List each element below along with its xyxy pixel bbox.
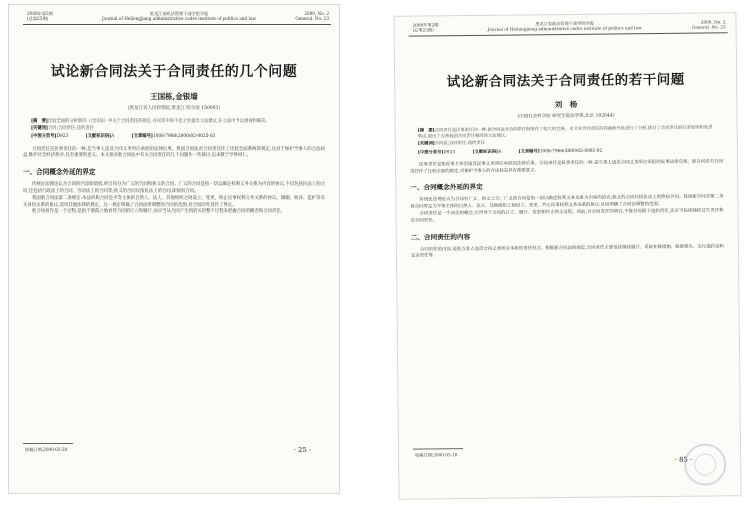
header-issue: 2000年第2期 (总第23期) [27,11,53,21]
keywords-label: [关键词] [417,141,435,147]
article-meta [31,134,317,140]
id-label: [文章编号] [131,134,153,140]
article-title: 试论新合同法关于合同责任的若干问题 [446,71,685,91]
page-number: · 85 · [674,455,693,464]
class-label: [中图分类号] [31,134,57,140]
page-header [9,5,339,27]
footnote-rule [23,443,73,444]
footnote-rule [413,448,463,450]
keywords-text: 合同法;合同责任;违约责任 [434,141,485,147]
page-number: · 25 · [293,446,311,454]
abstract-label: [摘 要] [31,119,48,124]
body-paragraph: 把合同看作是一个过程,是指不要孤立地看待合同的订立和履行,而应当从合同产生到消灭的整个过程来把握合同的概念和合同责任。 [32,209,286,215]
section-heading: 一、合同概念外延的界定 [23,168,96,177]
article-title: 试论新合同法关于合同责任的几个问题 [50,64,298,80]
watermark-seal [684,443,726,485]
abstract-text: 比较全面的分析新的《合同法》中关于合同责任的规定,并对其中的不足之处提出立法建议,在立法中予以重视和解决。 [47,119,270,124]
doc-value: A [498,149,502,155]
article-abstract [31,119,317,132]
id-value: 1008-7966(2000)02-0085-02 [539,148,603,154]
article-affiliation: (中国社会科学院 研究生院法学系,北京 102044) [517,113,615,120]
abstract-text: 合同责任是民事责任的一种,新合同法对合同责任制度作了较大的完善。本文对合同责任的内涵和外延进行了分析,探讨了合同责任的归责原则和免责事由,提出了完善我国合同责任制度的立法建议。 [417,125,713,140]
article-affiliation: (黑龙江省人民检察院,黑龙江 哈尔滨 150001) [127,106,221,111]
class-value: D923 [56,134,69,140]
body-paragraph: 民事责任是指民事主体因违反民事义务所应承担的法律后果。合同责任是民事责任的一种,是当事人违反合同义务所应承担的民事法律后果。新合同法对合同责任作了比较全面的规定,对保护当事人的合法权益具有重要意义。 [410,159,724,175]
class-value: D923 [443,149,456,155]
body-paragraph: 传统民法理论认为合同有广义、狭义之分。广义的合同是指一切以确定权利义务关系为内容的协议;狭义的合同仅指民法上的债权合同。我国新合同法第二条将合同界定为平等主体的自然人、法人、其他组织之间设立、变更、终止民事权利义务关系的协议,从而明确了合同法调整的范围。 [410,194,724,210]
header-journal: 黑龙江省政法管理干部学院学报 Journal of Heilongjiang administrative cadre institute of politics and law [102,11,256,21]
body-paragraph: 我国新合同法第二条规定:本法所称合同是平等主体的自然人、法人、其他组织之间设立、变更、终止民事权利义务关系的协议。婚姻、收养、监护等有关身份关系的协议,适用其他法律的规定。这一规定明确了合同法所调整的合同的范围,对合同的外延作了界定。 [23,195,325,208]
section-heading: 一、合同概念外延的界定 [410,183,483,193]
class-label: [中图分类号] [417,149,444,156]
body-paragraph: 传统民法理论认为合同的内容即债权,将合同分为广义的合同和狭义的合同。广义的合同是指一切以确定权利义务关系为内容的协议,不仅包括民法上的合同,还包括行政法上的合同、劳动法上的合同等;狭义的合同仅指民法上的合同,即债权合同。 [23,182,325,194]
section-heading: 二、合同责任的内容 [410,232,471,242]
body-paragraph: 合同责任是一个动态的概念,它贯穿于合同的订立、履行、变更和终止的全过程。因此,对合同责任的研究,不能仅局限于违约责任,还应当包括缔约过失责任和后合同责任。 [410,208,724,224]
header-journal: 黑龙江省政法管理干部学院学报 Journal of Heilongjiang administrative cadre institute of politics and law [487,20,642,32]
section-body [410,195,723,225]
doc-label: [文献标识码] [85,134,112,140]
header-number: 2000, No. 2 General. No. 23 [295,11,329,21]
article-intro [23,147,325,161]
section-body [23,182,325,216]
header-rule [409,32,728,36]
page-header [394,13,735,39]
received-date: 收稿日期:2000-03-20 [25,447,68,452]
id-value: 1008-7966(2000)02-0025-03 [152,134,216,140]
journal-page-left [8,4,340,494]
section-body [411,244,724,261]
header-issue: 2000年第2期 (总第23期) [412,22,439,33]
article-intro [410,159,723,176]
header-rule [23,24,331,25]
article-author: 刘 杨 [554,99,578,110]
article-author: 王国栋,金银墙 [150,92,198,101]
received-date: 收稿日期:2000-05-18 [415,452,458,458]
body-paragraph: 合同责任是民事责任的一种,是当事人违反合同义务所应承担的法律后果。我国合同法对合同责任作了比较全面系统的规定,这对于保护当事人的合法权益,维护社会经济秩序,具有重要的意义。本文拟对新合同法中有关合同责任的几个问题作一些探讨,以求教于学界同仁。 [23,146,325,159]
doc-label: [文献标识码] [472,149,499,155]
keywords-label: [关键词] [31,126,48,132]
doc-value: A [111,134,115,140]
abstract-label: [摘 要] [417,128,435,134]
body-paragraph: 合同责任的内容,是指当事人违反合同义务所应承担的责任形式。根据新合同法的规定,合同责任主要包括继续履行、采取补救措施、赔偿损失、支付违约金和定金责任等。 [410,243,724,260]
journal-page-right [393,12,741,500]
article-abstract [418,125,715,148]
id-label: [文章编号] [518,148,540,155]
keywords-text: 合同;合同责任;违约责任 [47,126,94,132]
header-number: 2000, No. 2 General. No. 23 [691,19,726,30]
article-meta [418,147,715,156]
